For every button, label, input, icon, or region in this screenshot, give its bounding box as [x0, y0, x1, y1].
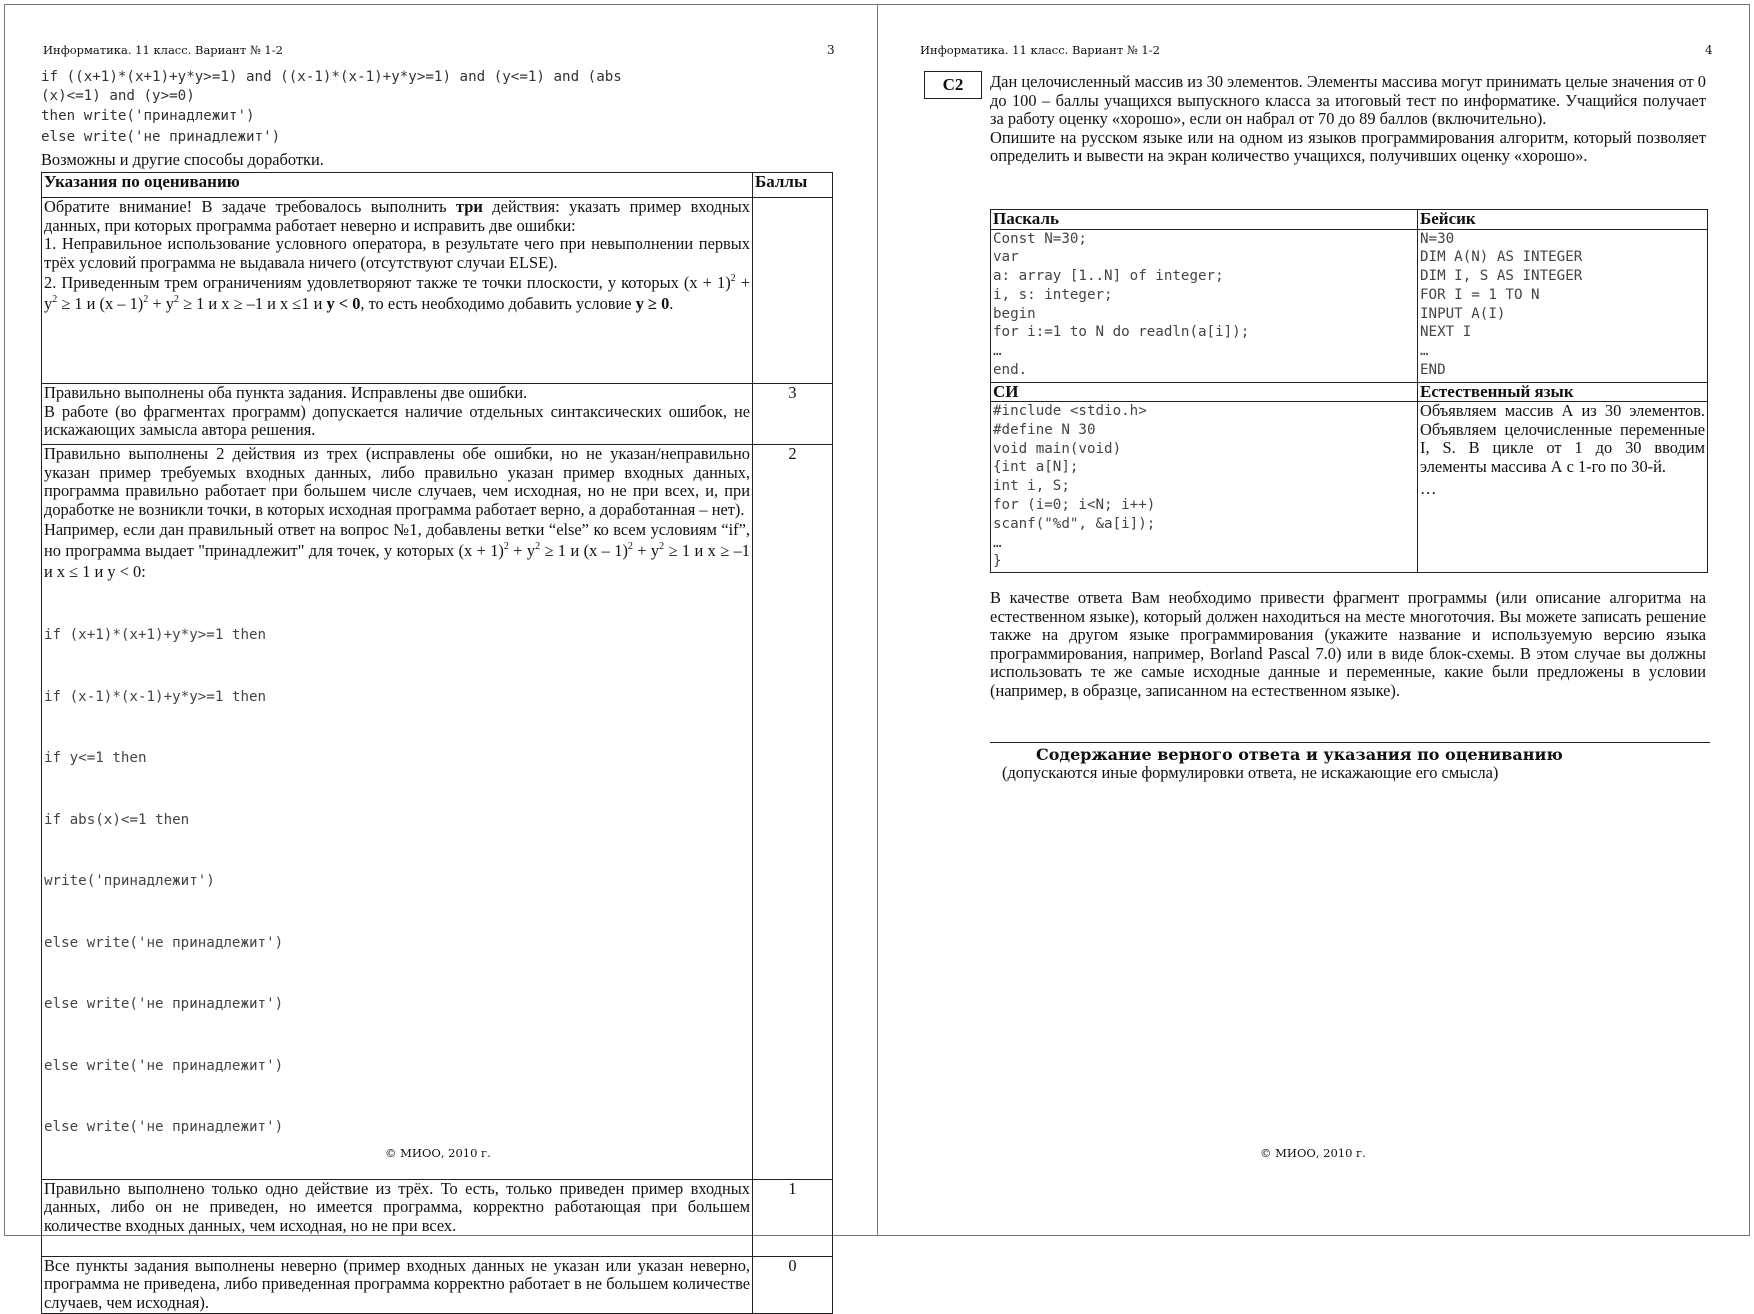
criteria-3: Правильно выполнены оба пункта задания. Исправлены две ошибки. В работе (во фрагментах программ) допускается наличие отдельных синтаксических ошибок, не искажающих замысла автора решения.: [42, 384, 753, 445]
header-basic: Бейсик: [1418, 210, 1708, 230]
note-item-1: 1. Неправильное использование условного оператора, в результате чего при невыполнении первых трёх условий программа не выдавала ничего (отсутствуют случаи ELSE).: [44, 234, 750, 272]
code-line: then write('принадлежит'): [41, 108, 255, 124]
page-4: [877, 4, 1750, 1236]
table-row: [42, 198, 833, 384]
code-line: else write('не принадлежит'): [41, 128, 281, 145]
note-item-2: 2. Приведенным трем ограничениям удовлетворяют также те точки плоскости, у которых $(x + 1)^2 + y^2 \ge 1$ и $(x - 1)^2 + y^2 \ge 1$ и x ≥ –1 и x ≤1 и y < 0, то есть необходимо добавить условие y ≥ 0.: [44, 273, 750, 313]
natural-language-cell: Объявляем массив А из 30 элементов. Объявляем целочисленные переменные I, S. В цикле от 1 до 30 вводим элементы массива А с 1-го по 30-й. …: [1418, 402, 1708, 573]
criteria-2: Правильно выполнены 2 действия из трех (исправлены обе ошибки, но не указан/неправильно указан пример требуемых входных данных, либо правильно указан пример входных данных, программа правильно работает при большем числе случаев, чем исходная, но не при всех, и, при доработке не возникли точки, в которых исходная программа работает верно, а доработанная – нет). Например, если дан правильный ответ на вопрос №1, добавлены ветки “else” ко всем условиям “if”, но программа выдает "принадлежит" для точек, у которых $(x + 1)^2 + y^2 \ge 1$ и $(x - 1)^2 + y^2 \ge 1$ и x ≥ –1 и x ≤ 1 и y < 0: if (x+1)*(x+1)+y*y>=1 then if (x-1)*(x-1)+y*y>=1 then if y<=1 then if abs(x)<=1 then write('принадлежит') else write('не принадлежит') else write('не принадлежит') else write('не принадлежит') else write('не принадлежит'): [42, 445, 753, 1180]
table-row: [42, 445, 833, 1180]
table-row: [42, 384, 833, 445]
note-cell: Обратите внимание! В задаче требовалось выполнить три действия: указать пример входных данных, при которых программа работает неверно и исправить две ошибки: 1. Неправильное использование условного оператора, в результате чего при невыполнении первых трёх условий программа не выдавала ничего (отсутствуют случаи ELSE). 2. Приведенным трем ограничениям удовлетворяют также те точки плоскости, у которых $(x + 1)^2 + y^2 \ge 1$ и $(x - 1)^2 + y^2 \ge 1$ и x ≥ –1 и x ≤1 и y < 0, то есть необходимо добавить условие y ≥ 0.: [42, 198, 753, 384]
score-3: 3: [753, 384, 833, 445]
score-1: 1: [753, 1179, 833, 1256]
table-row: [42, 1179, 833, 1256]
divider: [990, 742, 1710, 743]
example-code: if (x+1)*(x+1)+y*y>=1 then if (x-1)*(x-1)+y*y>=1 then if y<=1 then if abs(x)<=1 then write('принадлежит') else write('не принадлежит') else write('не принадлежит') else write('не принадлежит') else write('не принадлежит'): [44, 627, 284, 1135]
score-2: 2: [753, 445, 833, 1180]
page-footer: © МИОО, 2010 г.: [1260, 1146, 1366, 1160]
page-header: Информатика. 11 класс. Вариант № 1-2: [43, 43, 283, 57]
task-label: С2: [924, 71, 982, 99]
criteria-1: Правильно выполнено только одно действие из трёх. То есть, только приведен пример входных данных, либо он не приведен, но имеется программа, корректно работающая при большем количестве входных данных, чем исходная, но не при всех.: [42, 1179, 753, 1256]
header-natural: Естественный язык: [1418, 382, 1708, 402]
code-line: if ((x+1)*(x+1)+y*y>=1) and ((x-1)*(x-1)+y*y>=1) and (y<=1) and (abs: [41, 69, 622, 85]
criteria-0: Все пункты задания выполнены неверно (пример входных данных не указан или указан неверно, программа не приведена, либо приведенная программа корректно работает в не большем количестве случаев, чем исходная).: [42, 1256, 753, 1313]
basic-code: N=30 DIM A(N) AS INTEGER DIM I, S AS INTEGER FOR I = 1 TO N INPUT A(I) NEXT I … END: [1418, 229, 1708, 382]
header-c: СИ: [991, 382, 1418, 402]
grading-table: [41, 172, 833, 1314]
page-header: Информатика. 11 класс. Вариант № 1-2: [920, 43, 1160, 57]
table-row: [991, 229, 1708, 382]
pascal-code: Const N=30; var a: array [1..N] of integer; i, s: integer; begin for i:=1 to N do readln(a[i]); … end.: [991, 229, 1418, 382]
score-0: 0: [753, 1256, 833, 1313]
table-row: [991, 402, 1708, 573]
task-statement: Дан целочисленный массив из 30 элементов. Элементы массива могут принимать целые значения от 0 до 100 – баллы учащихся выпускного класса за итоговый тест по информатике. Учащийся получает за работу оценку «хорошо», если он набрал от 70 до 89 баллов (включительно). Опишите на русском языке или на одном из языков программирования алгоритм, который позволяет определить и вывести на экран количество учащихся, получивших оценку «хорошо».: [990, 72, 1706, 165]
page-number: 4: [1705, 43, 1713, 57]
header-score: Баллы: [753, 173, 833, 198]
table-row: [42, 1256, 833, 1313]
header-criteria: Указания по оцениванию: [42, 173, 753, 198]
table-header-row: [42, 173, 833, 198]
answer-instructions: В качестве ответа Вам необходимо привести фрагмент программы (или описание алгоритма на естественном языке), который должен находиться на месте многоточия. Вы можете записать решение также на другом языке программирования (укажите название и используемую версию языка программирования, например, Borland Pascal 7.0) или в виде блок-схемы. В этом случае вы должны использовать те же самые исходные данные и переменные, какие были предложены в условии (например, в образце, записанном на естественном языке).: [990, 588, 1706, 700]
section-subtitle: (допускаются иные формулировки ответа, не искажающие его смысла): [1002, 763, 1499, 782]
language-table: [990, 209, 1708, 573]
example-text: Например, если дан правильный ответ на вопрос №1, добавлены ветки “else” ко всем условиям “if”, но программа выдает "принадлежит" для точек, у которых $(x + 1)^2 + y^2 \ge 1$ и $(x - 1)^2 + y^2 \ge 1$ и x ≥ –1 и x ≤ 1 и y < 0:: [44, 520, 750, 581]
page-number: 3: [827, 43, 835, 57]
other-ways-note: Возможны и другие способы доработки.: [41, 150, 324, 169]
table-header-row: [991, 382, 1708, 402]
code-block: [41, 67, 841, 147]
code-line: (x)<=1) and (y>=0): [41, 87, 195, 104]
header-pascal: Паскаль: [991, 210, 1418, 230]
section-title: Содержание верного ответа и указания по оцениванию: [1036, 745, 1563, 764]
note-score-cell: [753, 198, 833, 384]
c-code: #include <stdio.h> #define N 30 void main(void) {int a[N]; int i, S; for (i=0; i<N; i++) scanf("%d", &a[i]); … }: [991, 402, 1418, 573]
page-3: [4, 4, 878, 1312]
table-header-row: [991, 210, 1708, 230]
page-footer: © МИОО, 2010 г.: [385, 1146, 491, 1160]
